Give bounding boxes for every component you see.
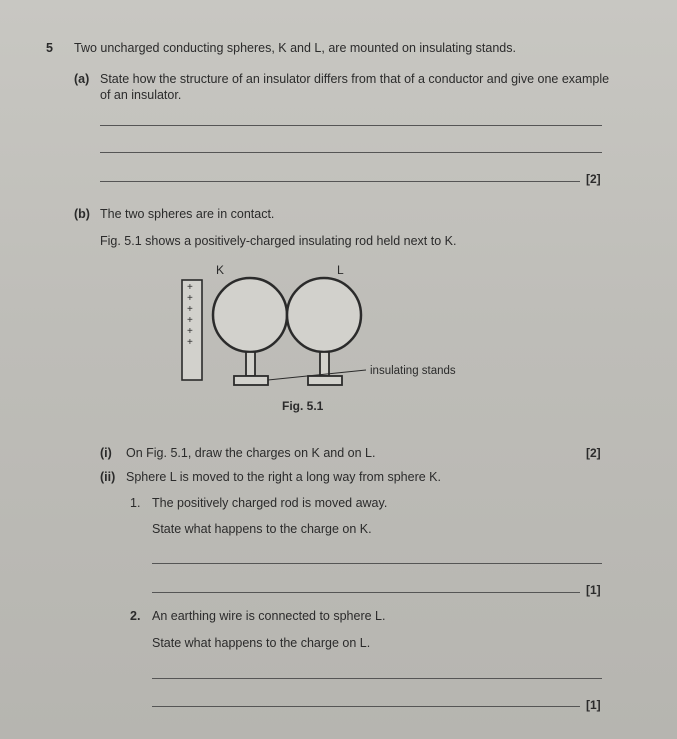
item2-label: 2. (130, 609, 141, 623)
figure-intro: Fig. 5.1 shows a positively-charged insulating rod held next to K. (100, 234, 457, 248)
rod-charge: + (187, 293, 193, 304)
part-b-text: The two spheres are in contact. (100, 207, 275, 221)
answer-line-2a[interactable] (152, 678, 602, 679)
item1-label: 1. (130, 496, 141, 510)
rod-charge: + (187, 315, 193, 326)
part-a-text-line1: State how the structure of an insulator differs from that of a conductor and give one example (100, 72, 610, 86)
rod-charges (187, 282, 193, 348)
sub-i-marks: [2] (586, 446, 601, 460)
part-a-label: (a) (74, 72, 90, 86)
item2-marks: [1] (586, 698, 601, 712)
sub-ii-text: Sphere L is moved to the right a long way from sphere K. (126, 470, 441, 484)
part-b-label: (b) (74, 207, 90, 221)
figure-caption: Fig. 5.1 (282, 399, 324, 413)
rod-charge: + (187, 304, 193, 315)
label-l: L (337, 263, 344, 277)
label-k: K (216, 263, 225, 277)
figure-5-1 (170, 252, 470, 417)
sphere-l[interactable] (287, 278, 361, 352)
answer-line-a2[interactable] (100, 152, 602, 153)
answer-line-1a[interactable] (152, 563, 602, 564)
item2-text: An earthing wire is connected to sphere L. (152, 609, 386, 623)
item1-text: The positively charged rod is moved away. (152, 496, 388, 510)
question-stem: Two uncharged conducting spheres, K and L, are mounted on insulating stands. (74, 41, 516, 55)
stand-k (234, 352, 268, 385)
answer-line-1b[interactable] (152, 592, 580, 593)
rod-charge: + (187, 282, 193, 293)
sub-i-label: (i) (100, 446, 112, 460)
rod-charge: + (187, 326, 193, 337)
sub-ii-label: (ii) (100, 470, 116, 484)
stand-l (308, 352, 342, 385)
stands-label: insulating stands (370, 365, 456, 377)
sphere-k[interactable] (213, 278, 287, 352)
answer-line-a1[interactable] (100, 125, 602, 126)
item1-prompt: State what happens to the charge on K. (152, 522, 372, 536)
rod-charge: + (187, 337, 193, 348)
item1-marks: [1] (586, 583, 601, 597)
part-a-text-line2: of an insulator. (100, 88, 182, 102)
item2-prompt: State what happens to the charge on L. (152, 636, 371, 650)
sub-i-text: On Fig. 5.1, draw the charges on K and on L. (126, 446, 376, 460)
part-a-marks: [2] (586, 172, 601, 186)
answer-line-a3[interactable] (100, 181, 580, 182)
question-number: 5 (46, 41, 53, 55)
answer-line-2b[interactable] (152, 706, 580, 707)
